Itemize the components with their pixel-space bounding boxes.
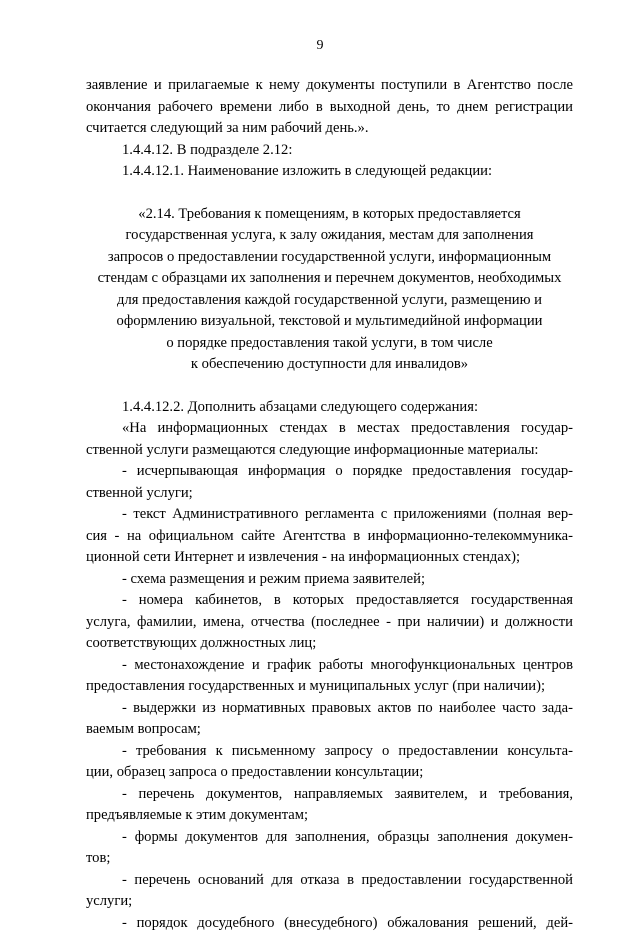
list-item-line: - номера кабинетов, в которых предоставляется государственная <box>86 590 573 612</box>
list-item-line: сия - на официальном сайте Агентства в информационно-телекоммуника- <box>86 526 573 548</box>
list-item-line: услуги; <box>86 891 573 913</box>
title-line: к обеспечению доступности для инвалидов» <box>86 354 573 376</box>
list-item-line: - выдержки из нормативных правовых актов по наиболее часто зада- <box>86 698 573 720</box>
list-item-line: - исчерпывающая информация о порядке предоставления государ- <box>86 461 573 483</box>
list-item-line: - порядок досудебного (внесудебного) обжалования решений, дей- <box>86 913 573 934</box>
title-line: для предоставления каждой государственной услуги, размещению и <box>86 290 573 312</box>
section-instruction: 1.4.4.12.2. Дополнить абзацами следующего содержания: <box>86 397 573 419</box>
title-line: оформлению визуальной, текстовой и мультимедийной информации <box>86 311 573 333</box>
list-item-line: - перечень оснований для отказа в предоставлении государственной <box>86 870 573 892</box>
list-item-line: - текст Административного регламента с приложениями (полная вер- <box>86 504 573 526</box>
section-instruction: 1.4.4.12.1. Наименование изложить в следующей редакции: <box>86 161 573 183</box>
list-item-line: ственной услуги; <box>86 483 573 505</box>
text-line: «На информационных стендах в местах предоставления государ- <box>86 418 573 440</box>
title-line: стендам с образцами их заполнения и перечнем документов, необходимых <box>86 268 573 290</box>
text-line: заявление и прилагаемые к нему документы поступили в Агентство после <box>86 75 573 97</box>
quoted-section-title <box>86 204 573 376</box>
list-item-line: предъявляемые к этим документам; <box>86 805 573 827</box>
title-line: государственная услуга, к залу ожидания, местам для заполнения <box>86 225 573 247</box>
list-item-line: ваемым вопросам; <box>86 719 573 741</box>
page-number: 9 <box>0 37 640 55</box>
title-line: о порядке предоставления такой услуги, в том числе <box>86 333 573 355</box>
list-item-line: - требования к письменному запросу о предоставлении консульта- <box>86 741 573 763</box>
list-item-line: предоставления государственных и муниципальных услуг (при наличии); <box>86 676 573 698</box>
text-line: ственной услуги размещаются следующие информационные материалы: <box>86 440 573 462</box>
text-line: считается следующий за ним рабочий день.». <box>86 118 573 140</box>
list-item-line: услуга, фамилии, имена, отчества (последнее - при наличии) и должности <box>86 612 573 634</box>
list-item-line: тов; <box>86 848 573 870</box>
list-item-line: - схема размещения и режим приема заявителей; <box>86 569 573 591</box>
list-item-line: - формы документов для заполнения, образцы заполнения докумен- <box>86 827 573 849</box>
text-line: окончания рабочего времени либо в выходной день, то днем регистрации <box>86 97 573 119</box>
list-item-line: ции, образец запроса о предоставлении консультации; <box>86 762 573 784</box>
list-item-line: - перечень документов, направляемых заявителем, и требования, <box>86 784 573 806</box>
list-item-line: - местонахождение и график работы многофункциональных центров <box>86 655 573 677</box>
list-item-line: ционной сети Интернет и извлечения - на информационных стендах); <box>86 547 573 569</box>
title-line: «2.14. Требования к помещениям, в которых предоставляется <box>86 204 573 226</box>
title-line: запросов о предоставлении государственной услуги, информационным <box>86 247 573 269</box>
section-heading: 1.4.4.12. В подразделе 2.12: <box>86 140 573 162</box>
document-body <box>86 75 573 934</box>
list-item-line: соответствующих должностных лиц; <box>86 633 573 655</box>
